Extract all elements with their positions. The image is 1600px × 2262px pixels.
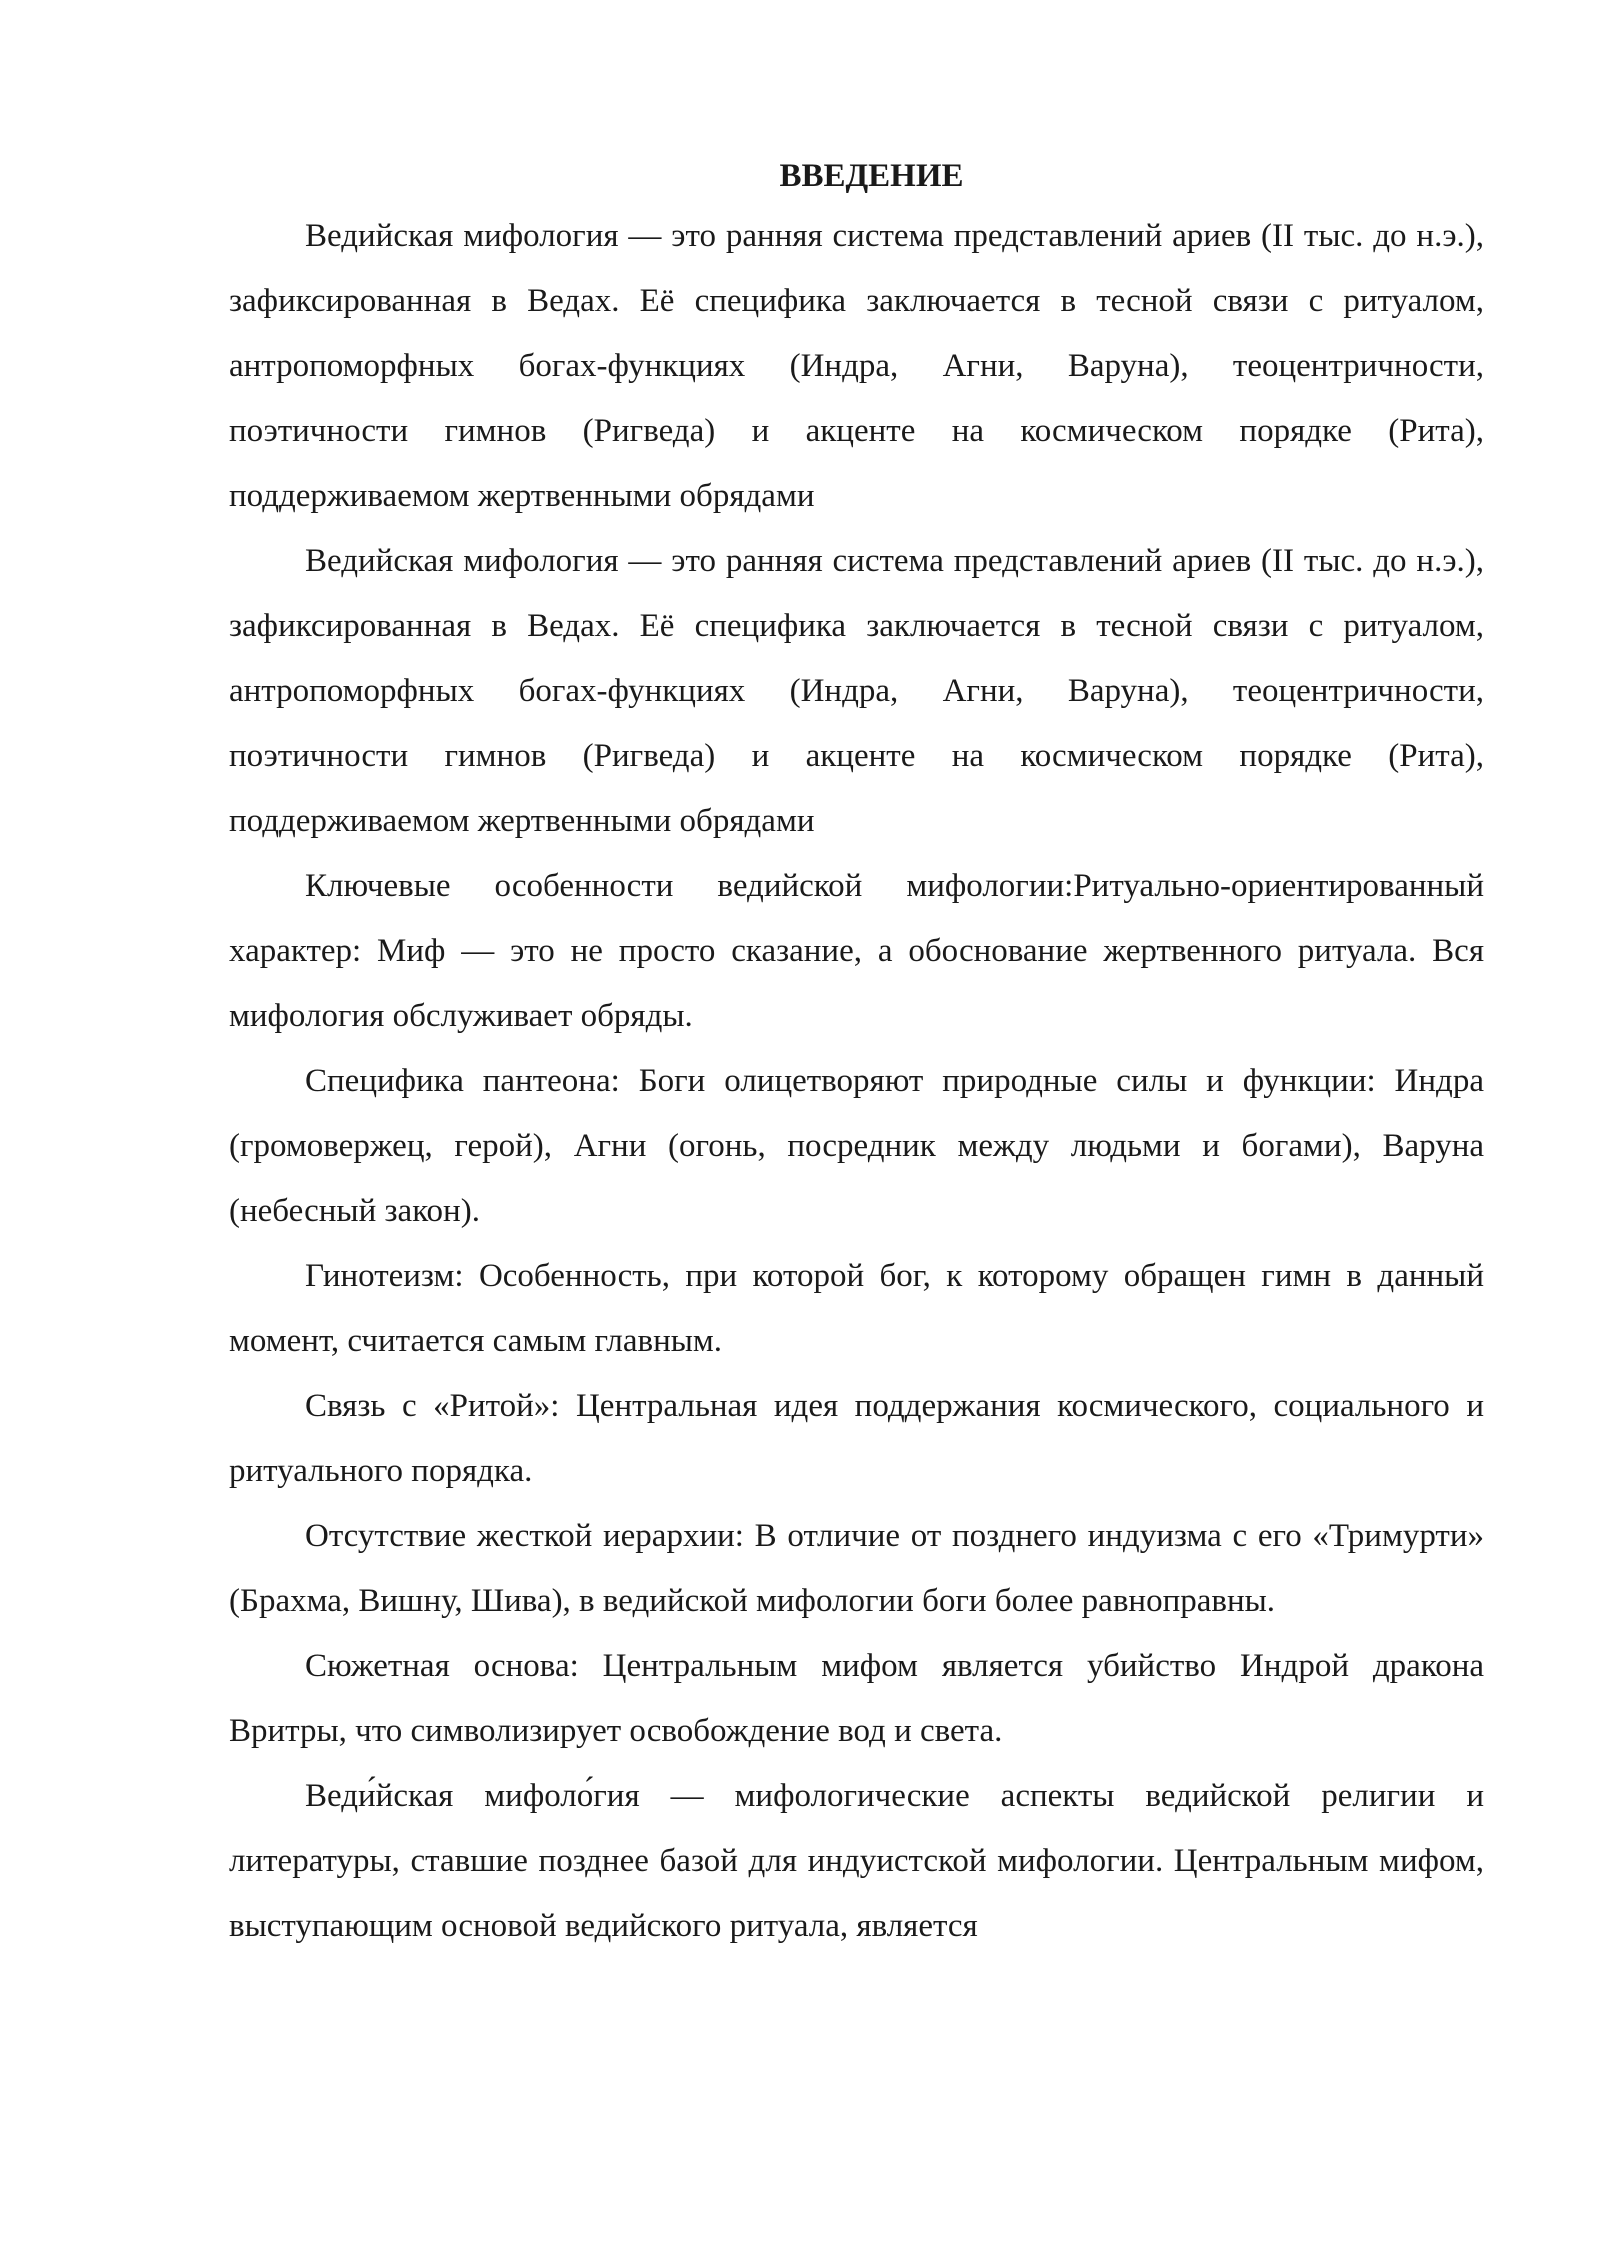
paragraph: Специфика пантеона: Боги олицетворяют природные силы и функции: Индра (громовержец, герой), Агни (огонь, посредник между людьми и богами), Варуна (небесный закон). (229, 1063, 1484, 1229)
paragraph: Гинотеизм: Особенность, при которой бог, к которому обращен гимн в данный момент, считается самым главным. (229, 1258, 1484, 1359)
paragraph: Веди́йская мифоло́гия — мифологические аспекты ведийской религии и литературы, ставшие позднее базой для индуистской мифологии. Центральным мифом, выступающим основой ведийского ритуала, является (229, 1778, 1484, 1944)
paragraph: Ведийская мифология — это ранняя система представлений ариев (II тыс. до н.э.), зафиксированная в Ведах. Её специфика заключается в тесной связи с ритуалом, антропоморфных богах-функциях (Индра, Агни, Варуна), теоцентричности, поэтичности гимнов (Ригведа) и акценте на космическом порядке (Рита), поддерживаемом жертвенными обрядами (229, 543, 1484, 839)
paragraph: Связь с «Ритой»: Центральная идея поддержания космического, социального и ритуального порядка. (229, 1388, 1484, 1489)
paragraph: Отсутствие жесткой иерархии: В отличие от позднего индуизма с его «Тримурти» (Брахма, Вишну, Шива), в ведийской мифологии боги более равноправны. (229, 1518, 1484, 1619)
paragraph: Ключевые особенности ведийской мифологии:Ритуально-ориентированный характер: Миф — это не просто сказание, а обоснование жертвенного ритуала. Вся мифология обслуживает обряды. (229, 868, 1484, 1034)
paragraph: Сюжетная основа: Центральным мифом является убийство Индрой дракона Вритры, что символизирует освобождение вод и света. (229, 1648, 1484, 1749)
paragraph: Ведийская мифология — это ранняя система представлений ариев (II тыс. до н.э.), зафиксированная в Ведах. Её специфика заключается в тесной связи с ритуалом, антропоморфных богах-функциях (Индра, Агни, Варуна), теоцентричности, поэтичности гимнов (Ригведа) и акценте на космическом порядке (Рита), поддерживаемом жертвенными обрядами (229, 218, 1484, 514)
document-body (229, 148, 1484, 1959)
page-heading: ВВЕДЕНИЕ (779, 158, 964, 194)
